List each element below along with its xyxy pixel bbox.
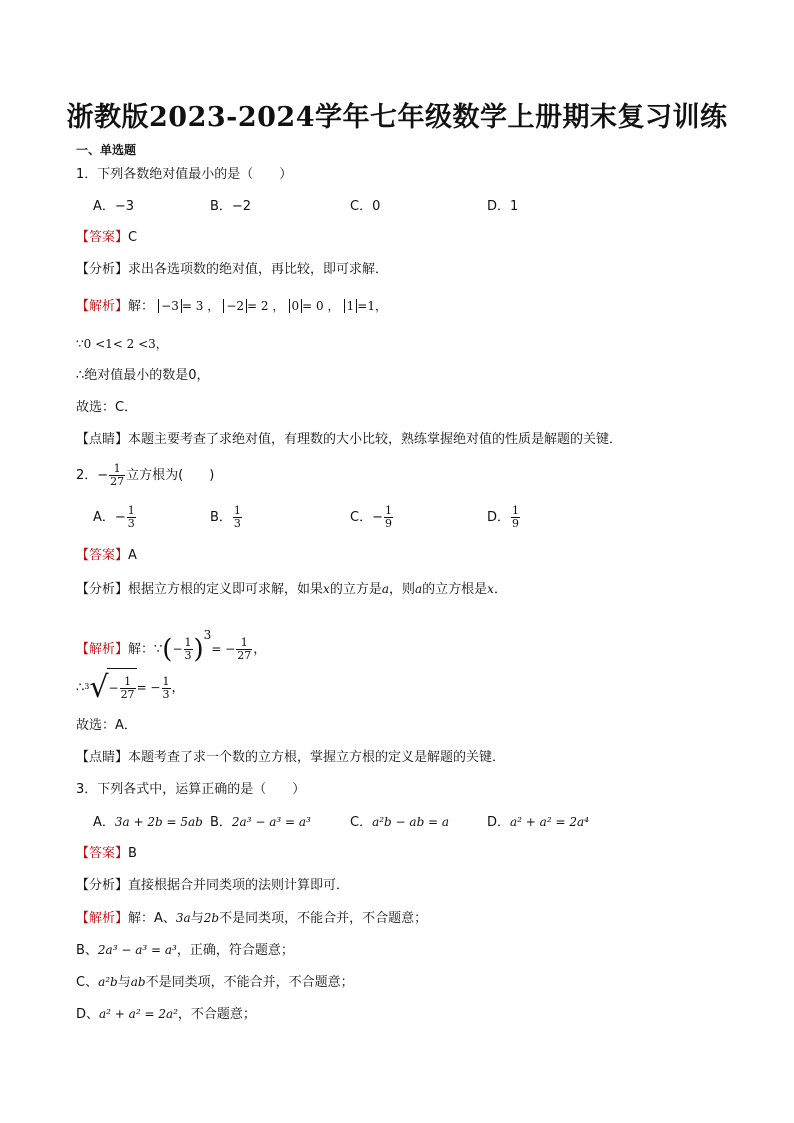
q2-option-b-den: 3 bbox=[233, 517, 241, 530]
q2-option-c bbox=[350, 505, 394, 530]
q3-option-c-expr: a²b − ab = a bbox=[372, 815, 450, 829]
q2-solution bbox=[76, 618, 266, 667]
q3-sol-c-expr1: a²b bbox=[98, 975, 118, 989]
answer-tag: 【答案】 bbox=[76, 230, 129, 245]
q3-sol-d bbox=[76, 1005, 256, 1024]
solution-tag: 【解析】 bbox=[76, 642, 129, 657]
q3-answer bbox=[76, 845, 137, 863]
q2-option-d-label: D． bbox=[487, 510, 511, 525]
analysis-tag: 【分析】 bbox=[76, 262, 129, 277]
q2-answer bbox=[76, 547, 137, 565]
q3-sol-d-expr: a² + a² = 2a² bbox=[99, 1007, 178, 1021]
q1-solution bbox=[76, 297, 387, 316]
q2-option-d-frac bbox=[511, 505, 520, 530]
q1-option-d: D．1 bbox=[487, 199, 519, 214]
solution-tag: 【解析】 bbox=[76, 911, 129, 926]
q3-sol-d-prefix: D、 bbox=[76, 1007, 100, 1022]
root-minus: − bbox=[108, 681, 119, 695]
q1-sol-prefix: 解： bbox=[128, 299, 155, 314]
q2-analysis bbox=[76, 580, 507, 599]
q3-option-b-label: B． bbox=[210, 815, 232, 830]
q1-analysis bbox=[76, 261, 388, 279]
q2-var-a: a bbox=[381, 582, 389, 596]
q2-stem-rest: 立方根为( ) bbox=[126, 468, 215, 483]
q2-sol-eq: = − bbox=[211, 642, 236, 656]
q2-num: 2．− bbox=[76, 468, 109, 483]
answer-tag: 【答案】 bbox=[76, 846, 129, 861]
q1-abs-3-val: = 0 ， bbox=[302, 299, 340, 313]
minus-sign: − bbox=[172, 642, 183, 656]
root-frac bbox=[120, 676, 136, 701]
q3-sol-b-expr: 2a³ − a³ = a³ bbox=[97, 943, 177, 957]
q1-comment bbox=[76, 431, 622, 449]
q2-option-c-label: C．− bbox=[350, 510, 383, 525]
q2-sol-prefix: 解：∵ bbox=[128, 642, 163, 657]
q2-option-c-num: 1 bbox=[384, 504, 392, 517]
q3-sol-b-prefix: B、 bbox=[76, 943, 98, 958]
right-paren: ) bbox=[193, 634, 204, 665]
q1-abs-2-val: = 2 ， bbox=[247, 299, 285, 313]
q1-option-a: A．−3 bbox=[93, 199, 135, 214]
q3-option-a-label: A． bbox=[93, 815, 115, 830]
q3-sol-a-expr1: 3a bbox=[175, 911, 191, 925]
cube-root bbox=[84, 668, 136, 708]
q2-sol-frac bbox=[184, 637, 193, 662]
q3-sol-c-end: 不是同类项，不能合并，不合题意； bbox=[145, 975, 354, 990]
q2-option-b-label: B． bbox=[210, 510, 232, 525]
q1-abs-3: 0 bbox=[289, 299, 303, 313]
q3-analysis bbox=[76, 877, 349, 895]
q2-option-a bbox=[93, 505, 137, 530]
q1-option-c: C．0 bbox=[350, 199, 381, 214]
q2-analysis-d: 的立方根是 bbox=[422, 582, 488, 597]
section-heading: 一、单选题 bbox=[76, 143, 137, 157]
q1-abs-1: −3 bbox=[158, 299, 182, 313]
q2-option-d bbox=[487, 505, 521, 530]
q2-sol-comma: ， bbox=[253, 642, 267, 657]
q3-option-b-expr: 2a³ − a³ = a³ bbox=[231, 815, 311, 829]
q2-var-x-2: x bbox=[487, 582, 494, 596]
radical-sign: √ bbox=[89, 670, 109, 705]
root-body bbox=[107, 668, 137, 708]
q3-option-a bbox=[93, 813, 203, 832]
q2-frac-den: 27 bbox=[110, 475, 125, 488]
q3-analysis-text: 直接根据合并同类项的法则计算即可． bbox=[128, 878, 350, 893]
solution-tag: 【解析】 bbox=[76, 299, 129, 314]
q2-pick: 故选：A． bbox=[76, 718, 137, 733]
q3-option-a-expr: 3a + 2b = 5ab bbox=[114, 815, 203, 829]
q3-sol-a-end: 不是同类项，不能合并，不合题意； bbox=[219, 911, 428, 926]
q3-option-d-expr: a² + a² = 2a⁴ bbox=[510, 815, 589, 829]
q1-comment-text: 本题主要考查了求绝对值，有理数的大小比较，熟练掌握绝对值的性质是解题的关键． bbox=[128, 432, 623, 447]
q2-analysis-end: ． bbox=[493, 582, 507, 597]
q2-root-line bbox=[76, 668, 185, 708]
q3-sol-b bbox=[76, 941, 294, 960]
q3-option-d bbox=[487, 813, 589, 832]
q2-analysis-c: ，则 bbox=[388, 582, 415, 597]
q1-line2: ∵0 <1< 2 <3， bbox=[76, 337, 168, 351]
page-title: 浙教版2023-2024学年七年级数学上册期末复习训练 bbox=[66, 102, 728, 133]
comment-tag: 【点睛】 bbox=[76, 432, 129, 447]
q2-analysis-a: 根据立方根的定义即可求解，如果 bbox=[128, 582, 324, 597]
q2-frac-num: 1 bbox=[109, 463, 125, 476]
q3-option-d-label: D． bbox=[487, 815, 511, 830]
q2-option-b-num: 1 bbox=[233, 504, 241, 517]
q2-root-eq: = − bbox=[136, 680, 161, 695]
q2-comment-text: 本题考查了求一个数的立方根，掌握立方根的定义是解题的关键． bbox=[128, 750, 506, 765]
q2-sol-rhs-frac bbox=[236, 637, 252, 662]
q2-root-end: ， bbox=[171, 680, 185, 696]
q3-answer-value: B bbox=[128, 846, 137, 861]
q2-comment bbox=[76, 749, 505, 767]
q3-sol-a-prefix: 解：A、 bbox=[128, 911, 176, 926]
q1-stem: 1．下列各数绝对值最小的是（ ） bbox=[76, 167, 293, 182]
q3-sol-c-prefix: C、 bbox=[76, 975, 99, 990]
q2-root-pre: ∴ bbox=[76, 680, 85, 696]
q2-root-rhs-num: 1 bbox=[162, 674, 170, 688]
q2-option-a-den: 3 bbox=[127, 517, 135, 530]
q1-answer-value: C bbox=[128, 230, 138, 245]
q1-abs-2: −2 bbox=[223, 299, 247, 313]
q1-line4: 故选：C． bbox=[76, 400, 138, 415]
q1-option-b: B．−2 bbox=[210, 199, 252, 214]
q1-abs-1-val: = 3 ， bbox=[181, 299, 220, 313]
q2-stem bbox=[76, 463, 214, 488]
q1-analysis-text: 求出各选项数的绝对值，再比较，即可求解． bbox=[128, 262, 389, 277]
q1-abs-4: 1 bbox=[344, 299, 358, 313]
q3-stem: 3．下列各式中，运算正确的是（ ） bbox=[76, 782, 306, 797]
q3-sol-b-end: ，正确，符合题意； bbox=[176, 943, 294, 958]
answer-tag: 【答案】 bbox=[76, 548, 129, 563]
comment-tag: 【点睛】 bbox=[76, 750, 129, 765]
q2-option-d-num: 1 bbox=[512, 504, 520, 517]
left-paren: ( bbox=[162, 634, 173, 665]
q2-sol-frac-num: 1 bbox=[184, 636, 192, 649]
q3-option-c bbox=[350, 813, 449, 832]
q2-sol-rhs-den: 27 bbox=[237, 649, 252, 662]
q2-root-rhs-frac bbox=[162, 676, 171, 701]
q3-sol-c bbox=[76, 973, 354, 992]
q2-option-c-den: 9 bbox=[384, 517, 392, 530]
q3-option-c-label: C． bbox=[350, 815, 373, 830]
q2-root-rhs-den: 3 bbox=[162, 687, 170, 701]
q2-sol-frac-den: 3 bbox=[184, 649, 192, 662]
q2-analysis-b: 的立方是 bbox=[329, 582, 382, 597]
q3-sol-d-end: ，不合题意； bbox=[177, 1007, 256, 1022]
q2-option-c-frac bbox=[384, 505, 393, 530]
q1-abs-4-val: =1， bbox=[357, 299, 387, 313]
q2-frac bbox=[109, 463, 125, 488]
q2-option-a-frac bbox=[127, 505, 136, 530]
q2-option-b-frac bbox=[233, 505, 242, 530]
q2-option-a-label: A．− bbox=[93, 510, 126, 525]
q3-sol-a bbox=[76, 909, 427, 928]
q3-sol-c-mid: 与 bbox=[117, 975, 131, 990]
q2-option-a-num: 1 bbox=[127, 504, 135, 517]
q3-sol-a-mid: 与 bbox=[190, 911, 204, 926]
q2-var-a-2: a bbox=[415, 582, 423, 596]
q2-sol-rhs-num: 1 bbox=[236, 637, 252, 650]
root-frac-num: 1 bbox=[120, 676, 136, 689]
q2-sol-exp: 3 bbox=[203, 628, 212, 642]
q3-sol-a-expr2: 2b bbox=[203, 911, 220, 925]
q3-option-b bbox=[210, 813, 311, 832]
analysis-tag: 【分析】 bbox=[76, 582, 129, 597]
analysis-tag: 【分析】 bbox=[76, 878, 129, 893]
q2-answer-value: A bbox=[128, 548, 137, 563]
q1-answer bbox=[76, 229, 137, 247]
root-index: 3 bbox=[84, 682, 90, 691]
q1-line3: ∴绝对值最小的数是0， bbox=[76, 368, 210, 383]
q2-var-x: x bbox=[323, 582, 330, 596]
q2-option-b bbox=[210, 505, 243, 530]
root-frac-den: 27 bbox=[120, 688, 135, 701]
q3-sol-c-expr2: ab bbox=[130, 975, 146, 989]
q2-option-d-den: 9 bbox=[512, 517, 520, 530]
